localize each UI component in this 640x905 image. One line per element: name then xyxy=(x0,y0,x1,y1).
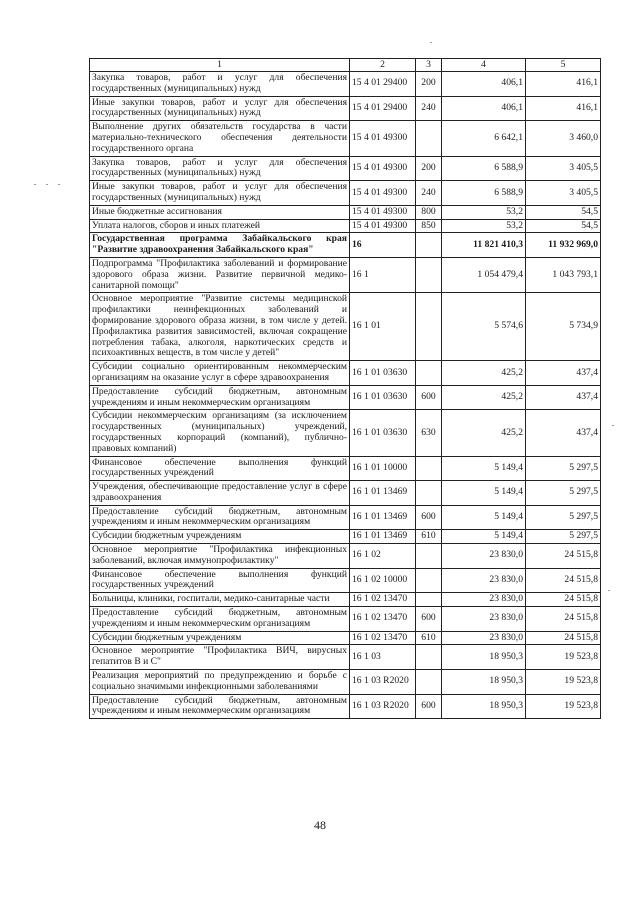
row-amount-2021-cell: 23 830,0 xyxy=(442,631,526,645)
row-name-cell: Учреждения, обеспечивающие предоставление услуг в сфере здравоохранения xyxy=(90,481,350,506)
row-amount-2022-cell: 24 515,8 xyxy=(526,631,601,645)
column-number-5: 5 xyxy=(526,59,601,72)
budget-table xyxy=(89,58,601,719)
row-code-cell: 16 1 02 13470 xyxy=(350,631,416,645)
row-name-cell: Предоставление субсидий бюджетным, автономным учреждениям и иным некоммерческим организациям xyxy=(90,607,350,632)
row-amount-2021-cell: 18 950,3 xyxy=(442,694,526,719)
row-amount-2022-cell: 5 297,5 xyxy=(526,456,601,481)
row-expense-type-cell: 200 xyxy=(416,156,442,181)
table-row xyxy=(90,293,601,361)
row-name-cell: Иные закупки товаров, работ и услуг для обеспечения государственных (муниципальных) нужд xyxy=(90,181,350,206)
row-expense-type-cell xyxy=(416,568,442,593)
row-expense-type-cell: 240 xyxy=(416,181,442,206)
row-expense-type-cell: 600 xyxy=(416,694,442,719)
row-expense-type-cell xyxy=(416,456,442,481)
row-expense-type-cell xyxy=(416,361,442,386)
row-name-cell: Государственная программа Забайкальского края "Развитие здравоохранения Забайкальского края" xyxy=(90,233,350,258)
row-expense-type-cell: 610 xyxy=(416,631,442,645)
row-name-cell: Предоставление субсидий бюджетным, автономным учреждениям и иным некоммерческим организациям xyxy=(90,385,350,410)
row-code-cell: 15 4 01 49300 xyxy=(350,156,416,181)
table-row xyxy=(90,544,601,569)
row-expense-type-cell xyxy=(416,544,442,569)
table-row xyxy=(90,631,601,645)
row-name-cell: Основное мероприятие "Профилактика ВИЧ, вирусных гепатитов В и С" xyxy=(90,645,350,670)
row-name-cell: Закупка товаров, работ и услуг для обеспечения государственных (муниципальных) нужд xyxy=(90,156,350,181)
row-amount-2022-cell: 24 515,8 xyxy=(526,568,601,593)
table-row xyxy=(90,121,601,156)
row-amount-2021-cell: 406,1 xyxy=(442,96,526,121)
row-expense-type-cell xyxy=(416,293,442,361)
row-code-cell: 16 1 01 10000 xyxy=(350,456,416,481)
row-amount-2021-cell: 5 574,6 xyxy=(442,293,526,361)
scan-speck xyxy=(608,590,610,591)
column-number-4: 4 xyxy=(442,59,526,72)
row-amount-2022-cell: 416,1 xyxy=(526,72,601,97)
row-code-cell: 16 1 01 03630 xyxy=(350,410,416,456)
row-code-cell: 16 1 02 xyxy=(350,544,416,569)
row-code-cell: 15 4 01 49300 xyxy=(350,121,416,156)
row-name-cell: Предоставление субсидий бюджетным, автономным учреждениям и иным некоммерческим организациям xyxy=(90,694,350,719)
scan-speck xyxy=(612,425,614,426)
row-amount-2021-cell: 5 149,4 xyxy=(442,530,526,544)
row-name-cell: Основное мероприятие "Развитие системы медицинской профилактики неинфекционных заболеваний и формирование здорового образа жизни, в том числе у детей. Профилактика развития зависимостей, включая сокращение потребления табака, алкоголя, наркотических средств и психоактивных веществ, в том числе у детей" xyxy=(90,293,350,361)
row-expense-type-cell xyxy=(416,670,442,695)
row-name-cell: Субсидии некоммерческим организациям (за исключением государственных (муниципальных) учреждений, государственных корпораций (компаний), публично-правовых компаний) xyxy=(90,410,350,456)
row-code-cell: 16 1 01 03630 xyxy=(350,385,416,410)
table-row xyxy=(90,181,601,206)
row-amount-2021-cell: 18 950,3 xyxy=(442,645,526,670)
row-expense-type-cell xyxy=(416,233,442,258)
column-number-3: 3 xyxy=(416,59,442,72)
row-name-cell: Подпрограмма "Профилактика заболеваний и формирование здорового образа жизни. Развитие первичной медико-санитарной помощи" xyxy=(90,257,350,292)
row-amount-2021-cell: 5 149,4 xyxy=(442,505,526,530)
row-expense-type-cell xyxy=(416,481,442,506)
row-code-cell: 16 1 xyxy=(350,257,416,292)
row-name-cell: Иные бюджетные ассигнования xyxy=(90,205,350,219)
row-amount-2022-cell: 19 523,8 xyxy=(526,645,601,670)
row-amount-2022-cell: 437,4 xyxy=(526,410,601,456)
row-amount-2022-cell: 3 460,0 xyxy=(526,121,601,156)
row-amount-2021-cell: 6 588,9 xyxy=(442,156,526,181)
row-amount-2022-cell: 19 523,8 xyxy=(526,694,601,719)
table-row xyxy=(90,568,601,593)
row-code-cell: 16 1 02 13470 xyxy=(350,607,416,632)
row-amount-2022-cell: 19 523,8 xyxy=(526,670,601,695)
row-code-cell: 15 4 01 29400 xyxy=(350,72,416,97)
table-row xyxy=(90,456,601,481)
row-expense-type-cell: 600 xyxy=(416,385,442,410)
row-code-cell: 15 4 01 29400 xyxy=(350,96,416,121)
row-code-cell: 15 4 01 49300 xyxy=(350,219,416,233)
row-expense-type-cell: 600 xyxy=(416,607,442,632)
row-amount-2021-cell: 11 821 410,3 xyxy=(442,233,526,258)
table-row xyxy=(90,505,601,530)
row-expense-type-cell xyxy=(416,593,442,607)
row-amount-2022-cell: 24 515,8 xyxy=(526,607,601,632)
row-code-cell: 16 1 03 R2020 xyxy=(350,694,416,719)
row-amount-2022-cell: 5 734,9 xyxy=(526,293,601,361)
table-row xyxy=(90,593,601,607)
table-row xyxy=(90,96,601,121)
row-amount-2022-cell: 3 405,5 xyxy=(526,181,601,206)
row-amount-2022-cell: 416,1 xyxy=(526,96,601,121)
row-amount-2021-cell: 53,2 xyxy=(442,219,526,233)
table-row xyxy=(90,530,601,544)
row-amount-2022-cell: 5 297,5 xyxy=(526,505,601,530)
row-amount-2022-cell: 1 043 793,1 xyxy=(526,257,601,292)
row-amount-2021-cell: 425,2 xyxy=(442,385,526,410)
table-row xyxy=(90,481,601,506)
row-amount-2021-cell: 6 642,1 xyxy=(442,121,526,156)
scan-speck xyxy=(430,42,432,43)
row-expense-type-cell: 850 xyxy=(416,219,442,233)
row-amount-2021-cell: 406,1 xyxy=(442,72,526,97)
row-amount-2022-cell: 437,4 xyxy=(526,385,601,410)
page-number: 48 xyxy=(314,818,326,832)
row-amount-2022-cell: 54,5 xyxy=(526,205,601,219)
table-row xyxy=(90,410,601,456)
table-row xyxy=(90,694,601,719)
row-amount-2022-cell: 11 932 969,0 xyxy=(526,233,601,258)
row-amount-2021-cell: 53,2 xyxy=(442,205,526,219)
table-row xyxy=(90,233,601,258)
row-code-cell: 16 1 02 13470 xyxy=(350,593,416,607)
table-row xyxy=(90,205,601,219)
row-amount-2022-cell: 3 405,5 xyxy=(526,156,601,181)
row-amount-2021-cell: 5 149,4 xyxy=(442,456,526,481)
row-amount-2021-cell: 6 588,9 xyxy=(442,181,526,206)
row-code-cell: 16 1 01 13469 xyxy=(350,530,416,544)
row-code-cell: 16 1 03 xyxy=(350,645,416,670)
row-amount-2021-cell: 23 830,0 xyxy=(442,544,526,569)
row-code-cell: 15 4 01 49300 xyxy=(350,205,416,219)
row-expense-type-cell: 610 xyxy=(416,530,442,544)
table-row xyxy=(90,645,601,670)
row-amount-2021-cell: 23 830,0 xyxy=(442,593,526,607)
row-name-cell: Субсидии бюджетным учреждениям xyxy=(90,631,350,645)
row-name-cell: Предоставление субсидий бюджетным, автономным учреждениям и иным некоммерческим организациям xyxy=(90,505,350,530)
row-expense-type-cell: 600 xyxy=(416,505,442,530)
table-row xyxy=(90,607,601,632)
row-code-cell: 16 1 02 10000 xyxy=(350,568,416,593)
row-expense-type-cell: 200 xyxy=(416,72,442,97)
row-code-cell: 16 1 01 03630 xyxy=(350,361,416,386)
table-row xyxy=(90,219,601,233)
table-row xyxy=(90,670,601,695)
scan-speck xyxy=(58,184,60,185)
row-amount-2021-cell: 18 950,3 xyxy=(442,670,526,695)
row-name-cell: Субсидии бюджетным учреждениям xyxy=(90,530,350,544)
scan-speck xyxy=(46,184,48,185)
table-row xyxy=(90,257,601,292)
row-name-cell: Выполнение других обязательств государства в части материально-технического обеспечения деятельности государственного органа xyxy=(90,121,350,156)
row-expense-type-cell xyxy=(416,257,442,292)
row-expense-type-cell: 800 xyxy=(416,205,442,219)
row-name-cell: Иные закупки товаров, работ и услуг для обеспечения государственных (муниципальных) нужд xyxy=(90,96,350,121)
row-amount-2022-cell: 5 297,5 xyxy=(526,530,601,544)
table-row xyxy=(90,72,601,97)
row-expense-type-cell: 240 xyxy=(416,96,442,121)
row-name-cell: Закупка товаров, работ и услуг для обеспечения государственных (муниципальных) нужд xyxy=(90,72,350,97)
row-code-cell: 16 xyxy=(350,233,416,258)
row-amount-2021-cell: 425,2 xyxy=(442,410,526,456)
row-amount-2022-cell: 24 515,8 xyxy=(526,593,601,607)
row-amount-2022-cell: 54,5 xyxy=(526,219,601,233)
row-code-cell: 16 1 03 R2020 xyxy=(350,670,416,695)
row-name-cell: Уплата налогов, сборов и иных платежей xyxy=(90,219,350,233)
row-amount-2021-cell: 23 830,0 xyxy=(442,568,526,593)
row-name-cell: Финансовое обеспечение выполнения функций государственных учреждений xyxy=(90,568,350,593)
table-row xyxy=(90,156,601,181)
row-amount-2022-cell: 5 297,5 xyxy=(526,481,601,506)
row-amount-2021-cell: 1 054 479,4 xyxy=(442,257,526,292)
row-expense-type-cell: 630 xyxy=(416,410,442,456)
row-name-cell: Субсидии социально ориентированным некоммерческим организациям на оказание услуг в сфере здравоохранения xyxy=(90,361,350,386)
row-name-cell: Больницы, клиники, госпитали, медико-санитарные части xyxy=(90,593,350,607)
row-name-cell: Финансовое обеспечение выполнения функций государственных учреждений xyxy=(90,456,350,481)
row-code-cell: 16 1 01 xyxy=(350,293,416,361)
row-code-cell: 16 1 01 13469 xyxy=(350,505,416,530)
row-amount-2021-cell: 23 830,0 xyxy=(442,607,526,632)
row-amount-2022-cell: 437,4 xyxy=(526,361,601,386)
table-body xyxy=(90,72,601,719)
row-code-cell: 15 4 01 49300 xyxy=(350,181,416,206)
column-number-row xyxy=(90,59,601,72)
column-number-2: 2 xyxy=(350,59,416,72)
row-amount-2022-cell: 24 515,8 xyxy=(526,544,601,569)
row-code-cell: 16 1 01 13469 xyxy=(350,481,416,506)
table-row xyxy=(90,361,601,386)
row-amount-2021-cell: 5 149,4 xyxy=(442,481,526,506)
row-expense-type-cell xyxy=(416,121,442,156)
row-name-cell: Основное мероприятие "Профилактика инфекционных заболеваний, включая иммунопрофилактику" xyxy=(90,544,350,569)
row-name-cell: Реализация мероприятий по предупреждению и борьбе с социально значимыми инфекционными заболеваниями xyxy=(90,670,350,695)
column-number-1: 1 xyxy=(90,59,350,72)
table-row xyxy=(90,385,601,410)
row-amount-2021-cell: 425,2 xyxy=(442,361,526,386)
row-expense-type-cell xyxy=(416,645,442,670)
scan-speck xyxy=(34,184,36,185)
